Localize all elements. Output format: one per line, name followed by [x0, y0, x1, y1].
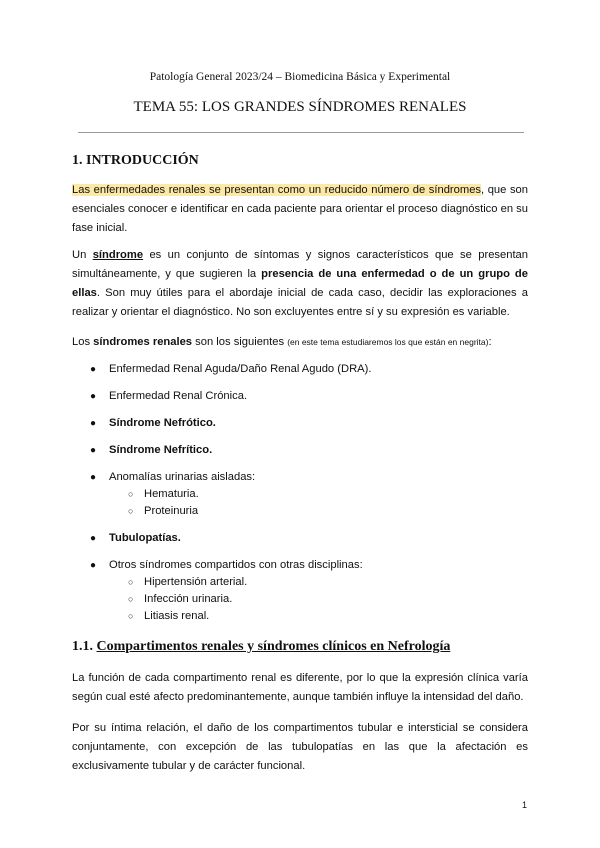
title-divider	[78, 132, 524, 133]
list-item: ● Anomalías urinarias aisladas:	[90, 471, 256, 483]
sub-list-item: ○ Hipertensión arterial.	[128, 576, 248, 588]
intro-paragraph-2: Un síndrome es un conjunto de síntomas y signos característicos que se presentan simultáneamente, y que sugieren la presencia de una enfermedad o de un grupo de ellas. Son muy útiles para el abordaje inicial de cada caso, decidir las exploraciones a realizar y orientar el diagnóstico. No son excluyentes entre sí y su expresión es variable.	[72, 249, 528, 318]
list-item: ● Otros síndromes compartidos con otras disciplinas:	[90, 559, 363, 571]
term-sindrome: síndrome	[92, 249, 144, 261]
course-header: Patología General 2023/24 – Biomedicina Básica y Experimental	[149, 71, 451, 83]
highlighted-text: Las enfermedades renales se presentan como un reducido número de síndromes	[72, 184, 482, 196]
sub-list-item: ○ Infección urinaria.	[128, 593, 233, 605]
list-item: ● Enfermedad Renal Crónica.	[90, 390, 248, 402]
section-heading-introduccion: 1. INTRODUCCIÓN	[72, 153, 199, 168]
section11-paragraph-2: Por su íntima relación, el daño de los compartimentos tubular e intersticial se considera conjuntamente, con excepción de las tubulopatías en las que la afectación es exclusivamente tubular y de carácter funcional.	[72, 722, 528, 772]
intro-paragraph-3: Los síndromes renales son los siguientes (en este tema estudiaremos los que están en negrita):	[72, 336, 492, 348]
page-title: TEMA 55: LOS GRANDES SÍNDROMES RENALES	[133, 99, 467, 115]
sub-list-item: ○ Hematuria.	[128, 488, 199, 500]
sub-list-item: ○ Litiasis renal.	[128, 610, 210, 622]
intro-paragraph-1: Las enfermedades renales se presentan como un reducido número de síndromes, que son esenciales conocer e identificar en cada paciente para orientar el proceso diagnóstico en su fase inicial.	[72, 184, 528, 234]
list-item: ● Tubulopatías.	[90, 532, 181, 544]
list-item: ● Enfermedad Renal Aguda/Daño Renal Agudo (DRA).	[90, 363, 372, 375]
page-number: 1	[522, 800, 528, 810]
list-item: ● Síndrome Nefrótico.	[90, 417, 216, 429]
sub-list-item: ○ Proteinuria	[128, 505, 199, 517]
list-item: ● Síndrome Nefrítico.	[90, 444, 213, 456]
section11-paragraph-1: La función de cada compartimento renal es diferente, por lo que la expresión clínica varía según cual esté afecto predominantemente, aunque también influye la intensidad del daño.	[72, 672, 528, 703]
section-heading-compartimentos: 1.1. Compartimentos renales y síndromes clínicos en Nefrología	[72, 639, 451, 654]
